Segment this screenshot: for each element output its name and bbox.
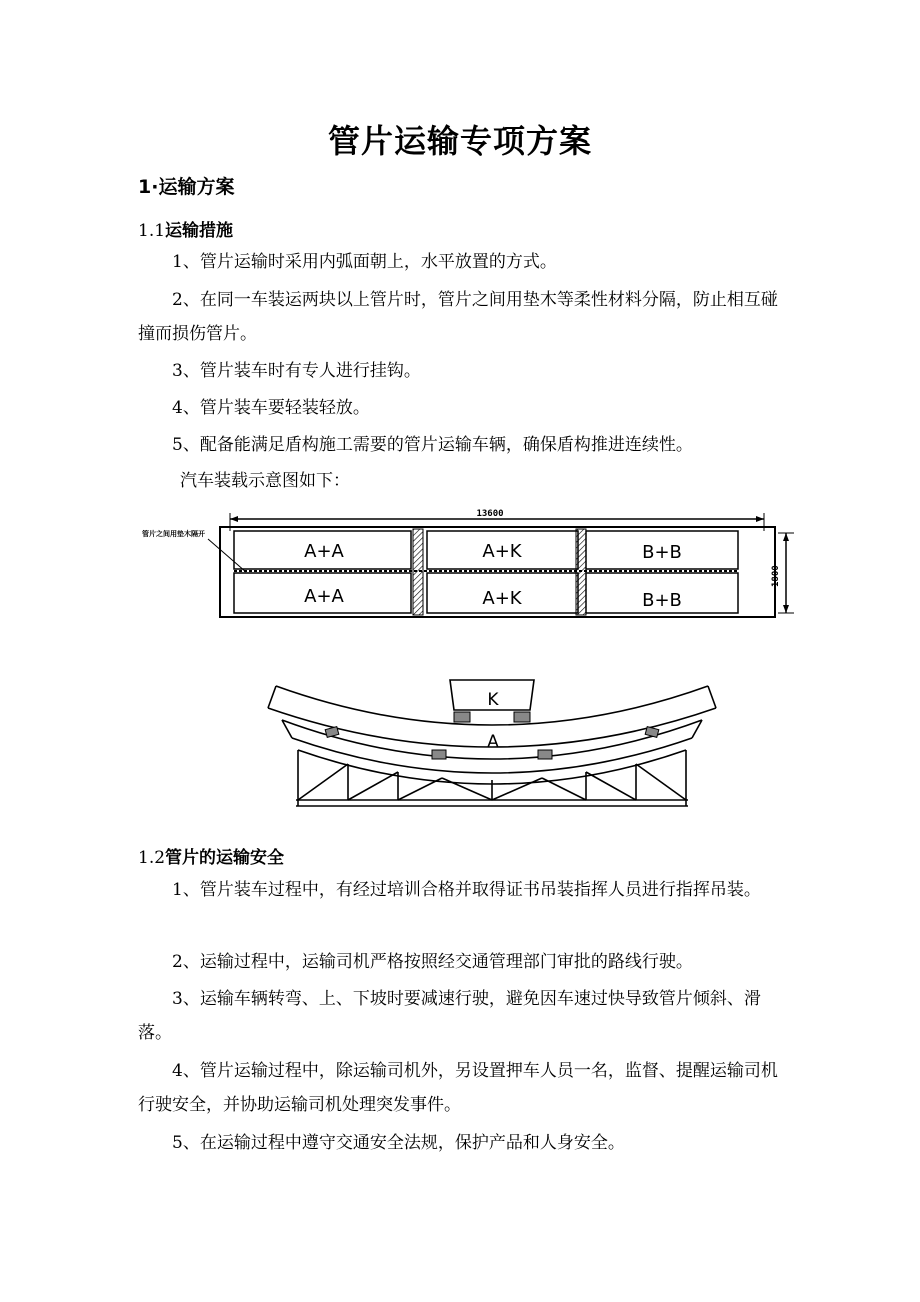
segment-label-k: K — [487, 690, 499, 710]
box-label: A+K — [482, 588, 522, 609]
dim-height-label: 1800 — [771, 565, 781, 587]
box-label: A+A — [304, 541, 344, 562]
figure-caption: 汽车装载示意图如下： — [180, 471, 350, 491]
paragraph: 5、在运输过程中遵守交通安全法规，保护产品和人身安全。 — [172, 1133, 625, 1153]
side-note-label: 管片之间用垫木隔开 — [142, 530, 205, 538]
subsection-heading-1-1 — [138, 216, 233, 241]
paragraph: 4、管片装车要轻装轻放。 — [172, 398, 370, 418]
subsection-number: 1.1 — [138, 221, 166, 241]
paragraph: 2、在同一车装运两块以上管片时，管片之间用垫木等柔性材料分隔，防止相互碰撞而损伤管片。 — [138, 290, 778, 344]
box-label: B+B — [642, 590, 682, 611]
subsection-number: 1.2 — [138, 848, 166, 868]
box-label: A+A — [304, 586, 344, 607]
subsection-label: 管片的运输安全 — [165, 848, 285, 868]
box-label: B+B — [642, 542, 682, 563]
paragraph: 1、管片运输时采用内弧面朝上，水平放置的方式。 — [172, 252, 557, 272]
paragraph: 5、配备能满足盾构施工需要的管片运输车辆，确保盾构推进连续性。 — [172, 435, 693, 455]
dim-length-label: 13600 — [476, 509, 504, 519]
subsection-heading-1-2 — [138, 843, 284, 868]
paragraph: 3、管片装车时有专人进行挂钩。 — [172, 361, 421, 381]
segment-label-a: A — [487, 732, 499, 752]
paragraph: 3、运输车辆转弯、上、下坡时要减速行驶，避免因车速过快导致管片倾斜、滑落。 — [138, 989, 761, 1043]
segment-stacking-diagram — [262, 668, 722, 813]
document-title: 管片运输专项方案 — [327, 122, 592, 160]
paragraph: 4、管片运输过程中，除运输司机外，另设置押车人员一名，监督、提醒运输司机行驶安全，并协助运输司机处理突发事件。 — [138, 1061, 778, 1115]
truck-load-diagram — [138, 505, 808, 630]
subsection-label: 运输措施 — [165, 221, 234, 241]
paragraph: 2、运输过程中，运输司机严格按照经交通管理部门审批的路线行驶。 — [172, 952, 693, 972]
paragraph: 1、管片装车过程中，有经过培训合格并取得证书吊装指挥人员进行指挥吊装。 — [172, 880, 761, 900]
section-heading-1: 1·运输方案 — [138, 176, 235, 198]
box-label: A+K — [482, 541, 522, 562]
